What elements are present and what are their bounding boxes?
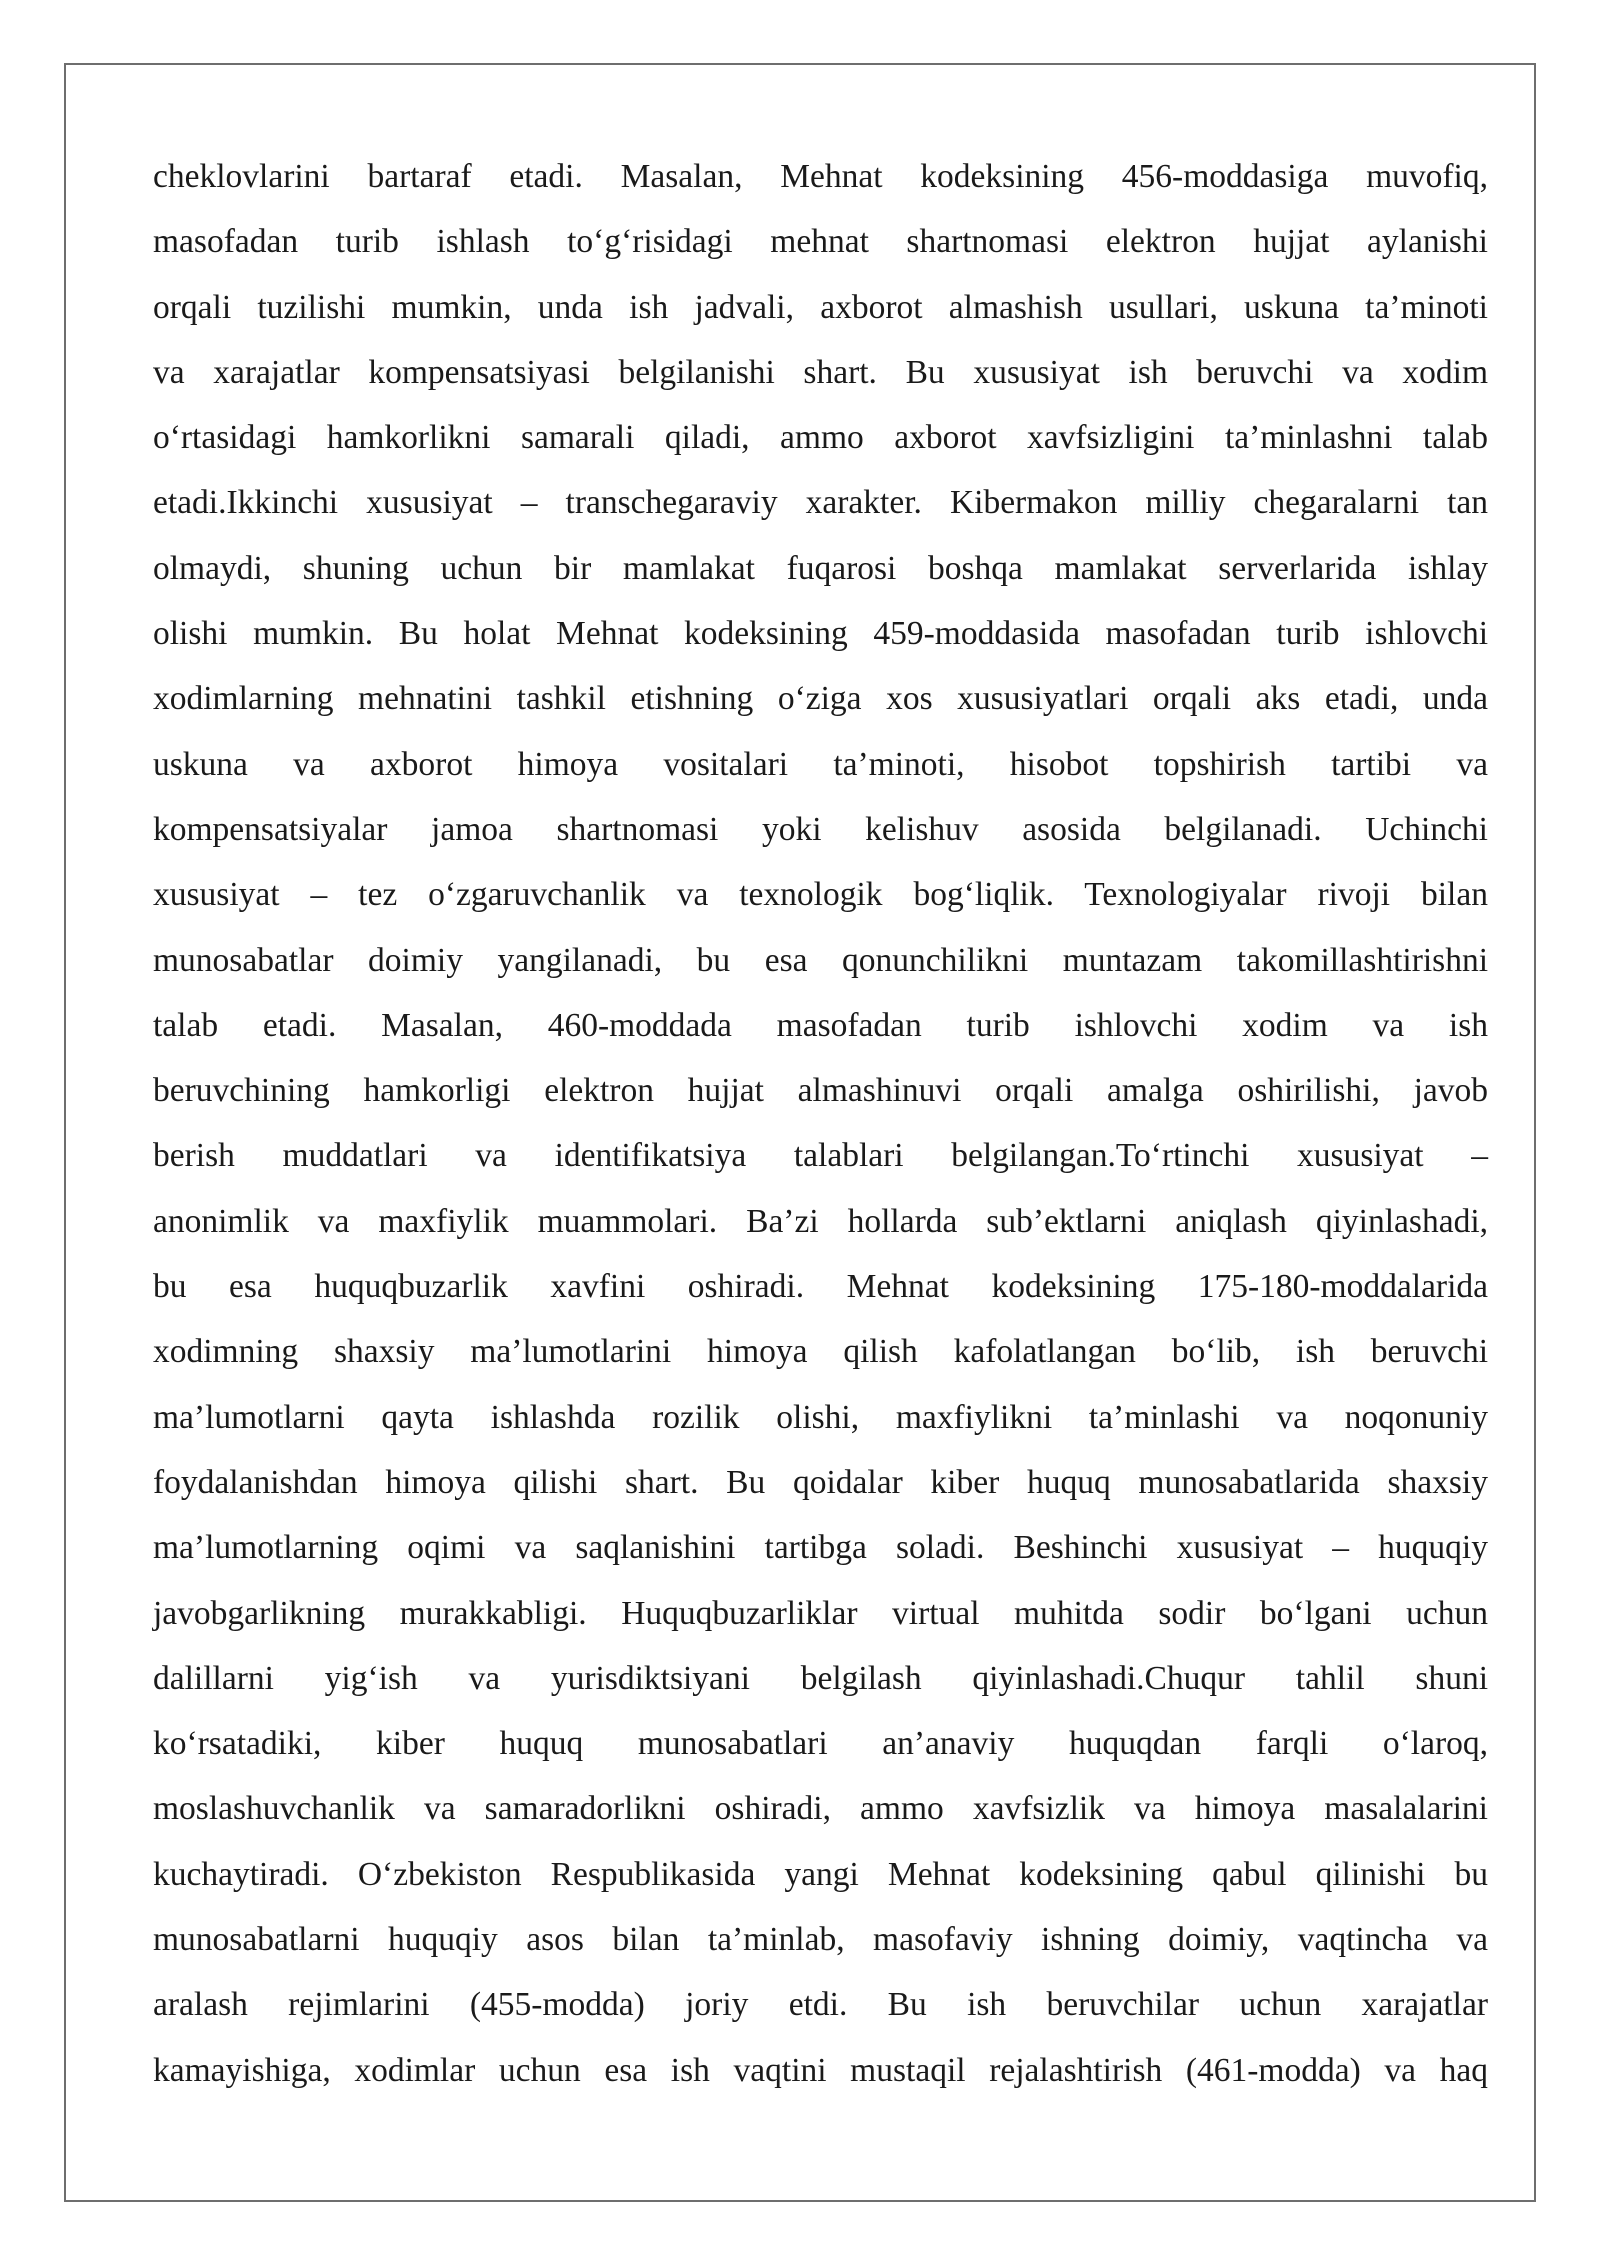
text-line: ko‘rsatadiki, kiber huquq munosabatlari an’anaviy huquqdan farqli o‘laroq, xyxy=(153,1725,1488,1763)
text-line: munosabatlarni huquqiy asos bilan ta’minlab, masofaviy ishning doimiy, vaqtincha va xyxy=(153,1921,1488,1959)
text-line: kamayishiga, xodimlar uchun esa ish vaqtini mustaqil rejalashtirish (461-modda) va haq xyxy=(153,2051,1488,2089)
text-line: beruvchining hamkorligi elektron hujjat almashinuvi orqali amalga oshirilishi, javob xyxy=(153,1072,1488,1110)
text-line: uskuna va axborot himoya vositalari ta’minoti, hisobot topshirish tartibi va xyxy=(153,745,1488,783)
text-line: moslashuvchanlik va samaradorlikni oshiradi, ammo xavfsizlik va himoya masalalarini xyxy=(153,1790,1488,1828)
text-line: cheklovlarini bartaraf etadi. Masalan, Mehnat kodeksining 456-moddasiga muvofiq, xyxy=(153,158,1488,195)
document-body xyxy=(153,149,1488,2108)
text-line: anonimlik va maxfiylik muammolari. Ba’zi hollarda sub’ektlarni aniqlash qiyinlashadi, xyxy=(153,1202,1488,1240)
text-line: xususiyat – tez o‘zgaruvchanlik va texnologik bog‘liqlik. Texnologiyalar rivoji bilan xyxy=(153,876,1488,914)
text-line: javobgarlikning murakkabligi. Huquqbuzarliklar virtual muhitda sodir bo‘lgani uchun xyxy=(153,1594,1488,1632)
text-line: aralash rejimlarini (455-modda) joriy etdi. Bu ish beruvchilar uchun xarajatlar xyxy=(153,1986,1488,2024)
text-line: ma’lumotlarning oqimi va saqlanishini tartibga soladi. Beshinchi xususiyat – huquqiy xyxy=(153,1529,1488,1567)
text-line: xodimning shaxsiy ma’lumotlarini himoya qilish kafolatlangan bo‘lib, ish beruvchi xyxy=(153,1333,1488,1371)
text-line: berish muddatlari va identifikatsiya talablari belgilangan.To‘rtinchi xususiyat – xyxy=(153,1137,1488,1175)
text-line: xodimlarning mehnatini tashkil etishning o‘ziga xos xususiyatlari orqali aks etadi, unda xyxy=(153,680,1488,718)
text-line: va xarajatlar kompensatsiyasi belgilanishi shart. Bu xususiyat ish beruvchi va xodim xyxy=(153,353,1488,391)
text-line: munosabatlar doimiy yangilanadi, bu esa qonunchilikni muntazam takomillashtirishni xyxy=(153,941,1488,979)
text-line: olishi mumkin. Bu holat Mehnat kodeksining 459-moddasida masofadan turib ishlovchi xyxy=(153,615,1488,653)
text-line: kompensatsiyalar jamoa shartnomasi yoki kelishuv asosida belgilanadi. Uchinchi xyxy=(153,810,1488,848)
text-line: dalillarni yig‘ish va yurisdiktsiyani belgilash qiyinlashadi.Chuqur tahlil shuni xyxy=(153,1659,1488,1697)
text-line: orqali tuzilishi mumkin, unda ish jadvali, axborot almashish usullari, uskuna ta’minoti xyxy=(153,288,1488,326)
text-line: bu esa huquqbuzarlik xavfini oshiradi. Mehnat kodeksining 175-180-moddalarida xyxy=(153,1268,1488,1306)
text-line: masofadan turib ishlash to‘g‘risidagi mehnat shartnomasi elektron hujjat aylanishi xyxy=(153,223,1488,261)
text-line: kuchaytiradi. O‘zbekiston Respublikasida yangi Mehnat kodeksining qabul qilinishi bu xyxy=(153,1855,1488,1893)
text-line: talab etadi. Masalan, 460-moddada masofadan turib ishlovchi xodim va ish xyxy=(153,1006,1488,1044)
text-line: foydalanishdan himoya qilishi shart. Bu qoidalar kiber huquq munosabatlarida shaxsiy xyxy=(153,1463,1488,1501)
text-line: o‘rtasidagi hamkorlikni samarali qiladi, ammo axborot xavfsizligini ta’minlashni talab xyxy=(153,419,1488,457)
text-line: etadi.Ikkinchi xususiyat – transchegaraviy xarakter. Kibermakon milliy chegaralarni tan xyxy=(153,484,1488,522)
text-line: olmaydi, shuning uchun bir mamlakat fuqarosi boshqa mamlakat serverlarida ishlay xyxy=(153,549,1488,587)
text-line: ma’lumotlarni qayta ishlashda rozilik olishi, maxfiylikni ta’minlashi va noqonuniy xyxy=(153,1398,1488,1436)
